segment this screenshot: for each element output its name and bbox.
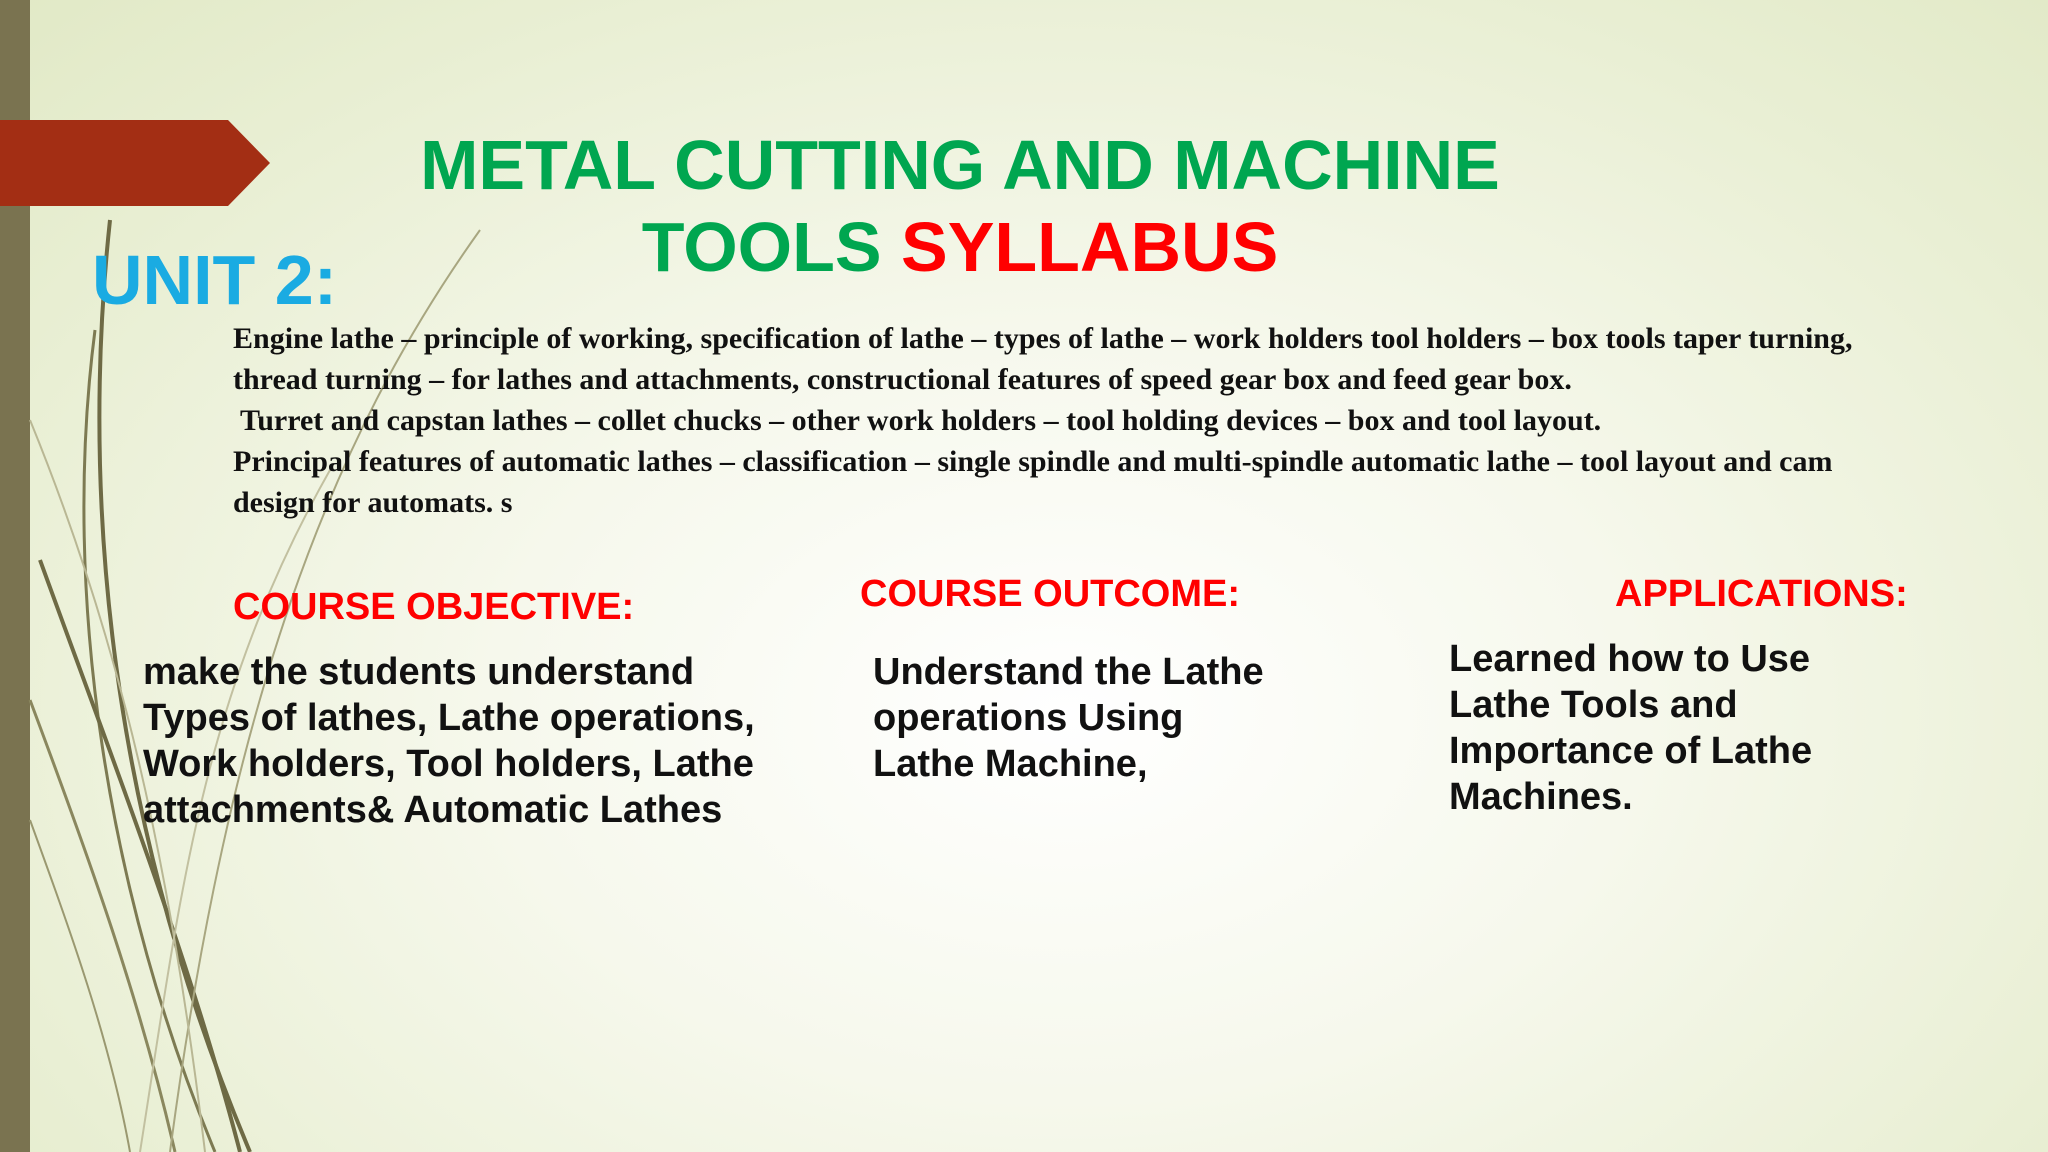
objective-line: Work holders, Tool holders, Lathe	[143, 743, 754, 785]
objective-line: attachments& Automatic Lathes	[143, 789, 723, 831]
course-objective-heading: COURSE OBJECTIVE:	[233, 586, 635, 628]
syllabus-text	[233, 318, 1873, 523]
applications-line: Learned how to Use	[1449, 638, 1811, 680]
title-line-1: METAL CUTTING AND MACHINE	[420, 126, 1500, 204]
objective-line: make the students understand	[143, 651, 695, 693]
unit-label: UNIT 2:	[92, 241, 337, 319]
syllabus-paragraph: Turret and capstan lathes – collet chucks – other work holders – tool holding devices – box and tool layout.	[233, 404, 1602, 437]
red-arrow-banner	[0, 120, 270, 206]
course-objective-text	[143, 649, 823, 833]
outcome-line: operations Using	[873, 697, 1184, 739]
syllabus-paragraph: Principal features of automatic lathes – classification – single spindle and multi-spindle automatic lathe – tool layout and cam design for automats. s	[233, 445, 1833, 519]
objective-line: Types of lathes, Lathe operations,	[143, 697, 755, 739]
title-line-2-accent: SYLLABUS	[901, 208, 1279, 286]
outcome-line: Understand the Lathe	[873, 651, 1264, 693]
applications-line: Lathe Tools and	[1449, 684, 1738, 726]
applications-line: Machines.	[1449, 776, 1633, 818]
title-line-2-main: TOOLS	[641, 208, 902, 286]
syllabus-paragraph: Engine lathe – principle of working, specification of lathe – types of lathe – work holders tool holders – box tools taper turning, thread turning – for lathes and attachments, constructional features of speed gear box and feed gear box.	[233, 322, 1853, 396]
applications-line: Importance of Lathe	[1449, 730, 1813, 772]
course-outcome-text	[873, 649, 1393, 787]
course-outcome-heading: COURSE OUTCOME:	[860, 573, 1240, 615]
outcome-line: Lathe Machine,	[873, 743, 1148, 785]
applications-text	[1449, 636, 1969, 820]
applications-heading: APPLICATIONS:	[1615, 573, 1908, 615]
slide-title	[380, 124, 1540, 288]
